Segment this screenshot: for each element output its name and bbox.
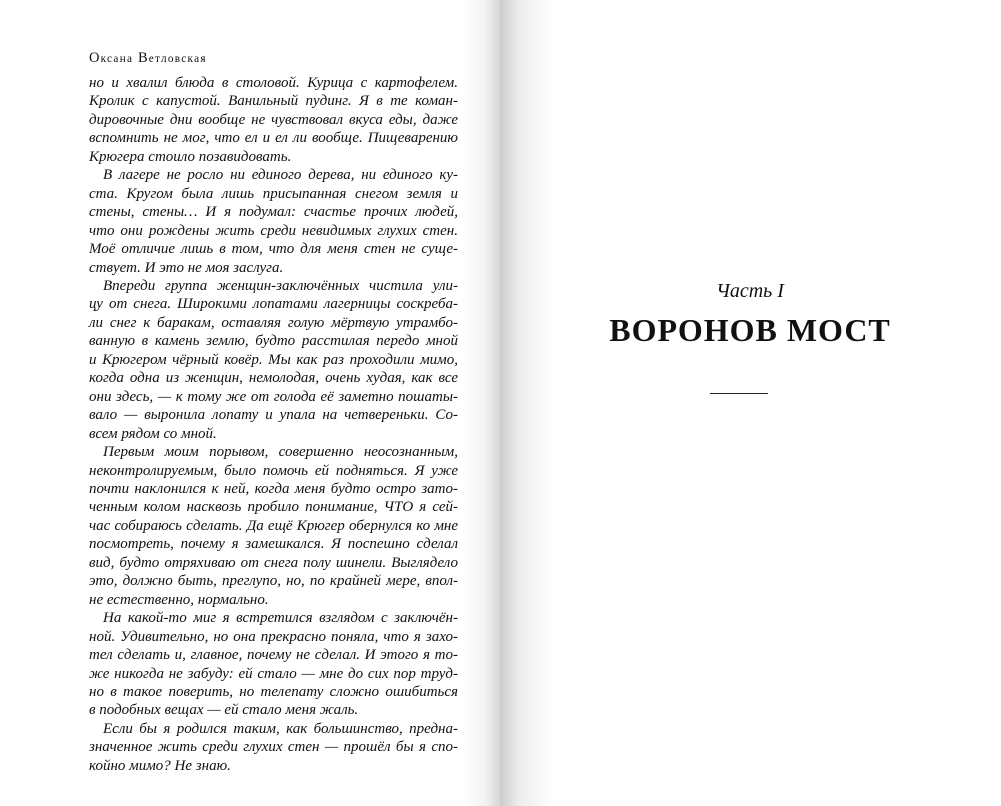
text-line: На какой-то миг я встретился взглядом с заключён- [103, 610, 458, 627]
text-line: неконтролируемым, было помочь ей подняться. Я уже [89, 462, 458, 479]
text-line: это, должно быть, преглупо, но, по крайней мере, впол- [89, 573, 458, 590]
text-line: ной. Удивительно, но она прекрасно поняла, что я захо- [89, 628, 458, 645]
text-line: час собираюсь сделать. Да ещё Крюгер обернулся ко мне [89, 517, 458, 534]
title-divider [710, 393, 768, 394]
text-line: и Крюгером чёрный ковёр. Мы как раз проходили мимо, [89, 351, 458, 368]
part-label: Часть I [716, 280, 784, 302]
text-line: дировочные дни вообще не чувствовал вкуса еды, даже [89, 111, 458, 128]
text-line: значенное жить среди глухих стен — прошёл бы я спо- [89, 739, 458, 756]
text-line: тел сделать и, главное, почему не сделал. И этого я то- [89, 647, 458, 664]
text-line: Впереди группа женщин-заключённых чистила ули- [103, 277, 458, 294]
left-page [0, 0, 500, 806]
gutter-shadow [462, 0, 500, 806]
text-line: вид, будто отряхиваю от снега полу шинели. Выглядело [89, 554, 458, 571]
text-line: но в такое поверить, но телепату сложно ошибиться [89, 683, 458, 700]
text-line: в подобных вещах — ей стало меня жаль. [89, 702, 359, 719]
running-header-author [89, 50, 207, 67]
text-line: стены, стены… И я подумал: счастье прочих людей, [89, 204, 458, 221]
text-line: вало — выронила лопату и упала на четвереньки. Со- [89, 407, 458, 424]
gutter-shadow [500, 0, 555, 806]
text-line: ченным колом насквозь пробило понимание, ЧТО я сей- [89, 499, 458, 516]
text-line: но и хвалил блюда в столовой. Курица с картофелем. [89, 75, 458, 91]
text-line: посмотреть, почему я замешкался. Я поспешно сделал [89, 536, 458, 553]
text-line: Моё отличие лишь в том, что для меня стен не суще- [89, 241, 458, 258]
body-text [89, 74, 458, 775]
text-line: ствует. И это не моя заслуга. [89, 259, 284, 276]
author-last-rest: етловская [148, 53, 207, 65]
text-line: они здесь, — к тому же от голода её заметно пошаты- [89, 388, 458, 405]
author-first-initial: О [89, 50, 101, 66]
text-line: Кролик с капустой. Ванильный пудинг. Я в те коман- [89, 93, 458, 110]
right-page [500, 0, 1001, 806]
text-line: Первым моим порывом, совершенно неосознанным, [103, 444, 458, 461]
text-line: ста. Кругом была лишь присыпанная снегом земля и [89, 185, 458, 202]
text-line: Если бы я родился таким, как большинство, предна- [103, 720, 458, 737]
text-line: почти наклонился к ней, когда меня будто остро зато- [89, 480, 458, 497]
text-line: что они рождены жить среди невидимых глухих стен. [89, 222, 458, 239]
text-line: когда одна из женщин, немолодая, очень худая, как все [89, 370, 458, 387]
text-line: же никогда не забуду: ей стало — мне до сих пор труд- [89, 665, 458, 682]
text-line: ванную в камень землю, будто расстилая передо мной [89, 333, 458, 350]
author-last-initial: В [138, 50, 149, 66]
text-line: цу от снега. Широкими лопатами лагерницы соскреба- [89, 296, 458, 313]
text-line: всем рядом со мной. [89, 425, 217, 442]
author-first-rest: ксана [100, 53, 134, 65]
text-line: не естественно, нормально. [89, 591, 269, 608]
text-line: Крюгера стоило позавидовать. [89, 148, 292, 165]
text-line: ли снег к баракам, оставляя голую мёртвую утрамбо- [89, 314, 458, 331]
text-line: вспомнить не мог, что ел и ел ли вообще. Пищеварению [89, 130, 458, 147]
text-line: В лагере не росло ни единого дерева, ни единого ку- [103, 167, 458, 184]
text-line: койно мимо? Не знаю. [89, 757, 231, 774]
part-title: ВОРОНОВ МОСТ [609, 312, 891, 348]
